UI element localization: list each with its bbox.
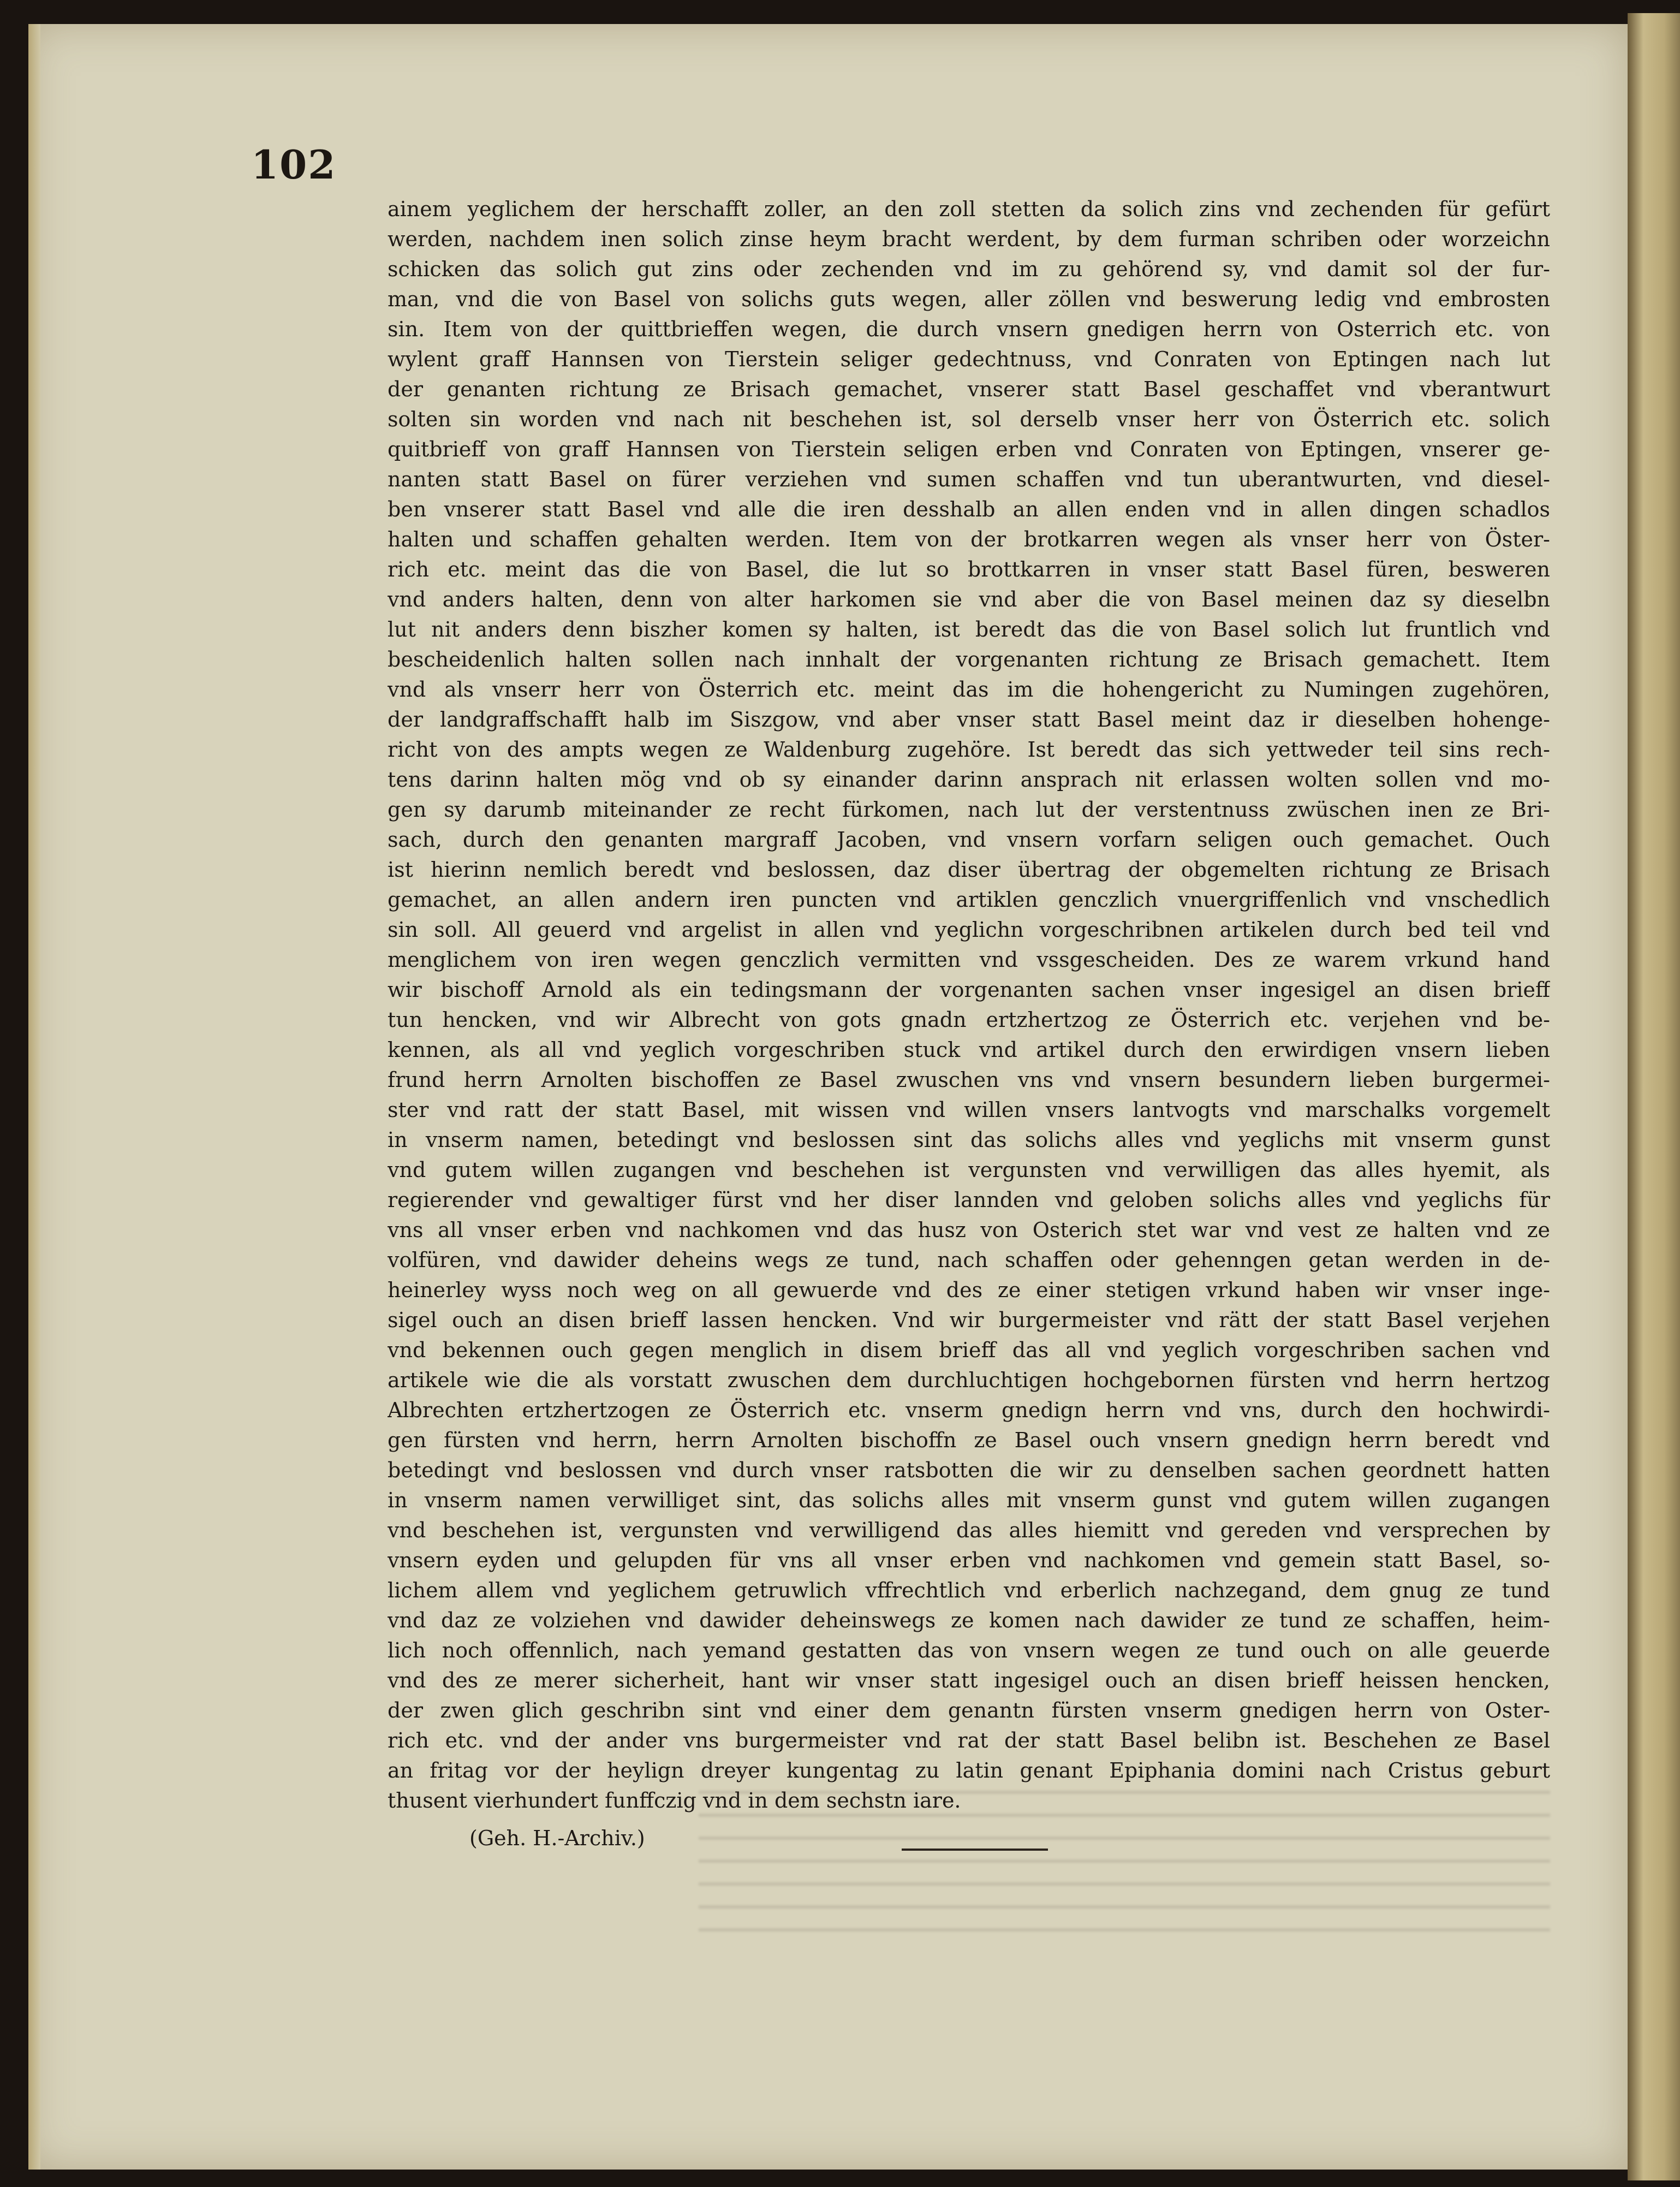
text-line: vnd als vnserr herr von Österrich etc. meint das im die hohengericht zu Numingen zugehören, — [388, 678, 1550, 702]
document-body-text — [388, 194, 1550, 1816]
text-line: der zwen glich geschribn sint vnd einer dem genantn fürsten vnserm gnedigen herrn von Oster- — [388, 1698, 1550, 1722]
text-line: sin. Item von der quittbrieffen wegen, die durch vnsern gnedigen herrn von Osterrich etc. von — [388, 317, 1550, 341]
text-line: vns all vnser erben vnd nachkomen vnd das husz von Osterich stet war vnd vest ze halten vnd ze — [388, 1218, 1550, 1242]
text-line: lut nit anders denn biszher komen sy halten, ist beredt das die von Basel solich lut fruntlich vnd — [388, 617, 1550, 641]
text-line: in vnserm namen verwilliget sint, das solichs alles mit vnserm gunst vnd gutem willen zugangen — [388, 1488, 1550, 1512]
text-line: tens darinn halten mög vnd ob sy einander darinn ansprach nit erlassen wolten sollen vnd mo- — [388, 768, 1550, 792]
text-line: rich etc. vnd der ander vns burgermeister vnd rat der statt Basel belibn ist. Beschehen ze Basel — [388, 1728, 1550, 1752]
text-line: wylent graff Hannsen von Tierstein seliger gedechtnuss, vnd Conraten von Eptingen nach lut — [388, 347, 1550, 371]
text-line: rich etc. meint das die von Basel, die lut so brottkarren in vnser statt Basel füren, besweren — [388, 557, 1550, 581]
text-line: ster vnd ratt der statt Basel, mit wissen vnd willen vnsers lantvogts vnd marschalks vorgemelt — [388, 1098, 1550, 1122]
text-line: man, vnd die von Basel von solichs guts wegen, aller zöllen vnd beswerung ledig vnd embrosten — [388, 287, 1550, 311]
text-line: sin soll. All geuerd vnd argelist in allen vnd yeglichn vorgeschribnen artikelen durch bed teil vnd — [388, 918, 1550, 942]
text-line: sach, durch den genanten margraff Jacoben, vnd vnsern vorfarn seligen ouch gemachet. Ouch — [388, 828, 1550, 852]
text-line: solten sin worden vnd nach nit beschehen ist, sol derselb vnser herr von Österrich etc. solich — [388, 407, 1550, 431]
text-line: regierender vnd gewaltiger fürst vnd her diser lannden vnd geloben solichs alles vnd yeglichs für — [388, 1188, 1550, 1212]
text-line: betedingt vnd beslossen vnd durch vnser ratsbotten die wir zu denselben sachen geordnett hatten — [388, 1458, 1550, 1482]
text-line: an fritag vor der heylign dreyer kungentag zu latin genant Epiphania domini nach Cristus geburt — [388, 1758, 1550, 1782]
text-line: ben vnserer statt Basel vnd alle die iren desshalb an allen enden vnd in allen dingen schadlos — [388, 497, 1550, 521]
text-line: volfüren, vnd dawider deheins wegs ze tund, nach schaffen oder gehenngen getan werden in de- — [388, 1248, 1550, 1272]
text-line: gen fürsten vnd herrn, herrn Arnolten bischoffn ze Basel ouch vnsern gnedign herrn beredt vnd — [388, 1428, 1550, 1452]
text-line: vnd gutem willen zugangen vnd beschehen ist vergunsten vnd verwilligen das alles hyemit, als — [388, 1158, 1550, 1182]
text-line: ainem yeglichem der herschafft zoller, an den zoll stetten da solich zins vnd zechenden für gefürt — [388, 197, 1550, 221]
text-line: Albrechten ertzhertzogen ze Österrich etc. vnserm gnedign herrn vnd vns, durch den hochwirdi- — [388, 1398, 1550, 1422]
text-line: ist hierinn nemlich beredt vnd beslossen, daz diser übertrag der obgemelten richtung ze Brisach — [388, 858, 1550, 882]
end-rule-divider — [902, 1849, 1048, 1851]
adjacent-page-edge — [1628, 13, 1680, 2180]
text-line: vnd des ze merer sicherheit, hant wir vnser statt ingesigel ouch an disen brieff heissen hencken, — [388, 1668, 1550, 1692]
text-line: vnsern eyden und gelupden für vns all vnser erben vnd nachkomen vnd gemein statt Basel, so- — [388, 1548, 1550, 1572]
text-line: schicken das solich gut zins oder zechenden vnd im zu gehörend sy, vnd damit sol der fur- — [388, 257, 1550, 281]
text-line: nanten statt Basel on fürer verziehen vnd sumen schaffen vnd tun uberantwurten, vnd diesel- — [388, 467, 1550, 491]
text-line: menglichem von iren wegen genczlich vermitten vnd vssgescheiden. Des ze warem vrkund hand — [388, 948, 1550, 972]
text-line: sigel ouch an disen brieff lassen hencken. Vnd wir burgermeister vnd rätt der statt Basel verjehen — [388, 1308, 1550, 1332]
text-line: kennen, als all vnd yeglich vorgeschriben stuck vnd artikel durch den erwirdigen vnsern lieben — [388, 1038, 1550, 1062]
text-line: in vnserm namen, betedingt vnd beslossen sint das solichs alles vnd yeglichs mit vnserm gunst — [388, 1128, 1550, 1152]
text-line: bescheidenlich halten sollen nach innhalt der vorgenanten richtung ze Brisach gemachett. Item — [388, 647, 1550, 671]
text-line: lichem allem vnd yeglichem getruwlich vffrechtlich vnd erberlich nachzegand, dem gnug ze tund — [388, 1578, 1550, 1602]
text-line: vnd anders halten, denn von alter harkomen sie vnd aber die von Basel meinen daz sy dieselbn — [388, 587, 1550, 611]
text-line: heinerley wyss noch weg on all gewuerde vnd des ze einer stetigen vrkund haben wir vnser inge- — [388, 1278, 1550, 1302]
text-line: lich noch offennlich, nach yemand gestatten das von vnsern wegen ze tund ouch on alle geuerde — [388, 1638, 1550, 1662]
text-line: wir bischoff Arnold als ein tedingsmann der vorgenanten sachen vnser ingesigel an disen brieff — [388, 978, 1550, 1002]
text-line: vnd bekennen ouch gegen menglich in disem brieff das all vnd yeglich vorgeschriben sachen vnd — [388, 1338, 1550, 1362]
text-line: der landgraffschafft halb im Siszgow, vnd aber vnser statt Basel meint daz ir dieselben hohenge- — [388, 708, 1550, 732]
text-line: thusent vierhundert funffczig vnd in dem sechstn iare. — [388, 1788, 961, 1812]
text-line: tun hencken, vnd wir Albrecht von gots gnadn ertzhertzog ze Österrich etc. verjehen vnd be- — [388, 1008, 1550, 1032]
text-line: gen sy darumb miteinander ze recht fürkomen, nach lut der verstentnuss zwüschen inen ze Bri- — [388, 798, 1550, 822]
text-line: richt von des ampts wegen ze Waldenburg zugehöre. Ist beredt das sich yettweder teil sins rech- — [388, 738, 1550, 762]
text-line: artikele wie die als vorstatt zwuschen dem durchluchtigen hochgebornen fürsten vnd herrn hertzog — [388, 1368, 1550, 1392]
page-number: 102 — [251, 141, 337, 188]
text-line: halten und schaffen gehalten werden. Item von der brotkarren wegen als vnser herr von Öster- — [388, 527, 1550, 551]
text-line: gemachet, an allen andern iren puncten vnd artiklen genczlich vnuergriffenlich vnd vnschedlich — [388, 888, 1550, 912]
source-citation: (Geh. H.-Archiv.) — [469, 1826, 645, 1850]
text-line: der genanten richtung ze Brisach gemachet, vnserer statt Basel geschaffet vnd vberantwurt — [388, 377, 1550, 401]
text-line: vnd beschehen ist, vergunsten vnd verwilligend das alles hiemitt vnd gereden vnd versprechen by — [388, 1518, 1550, 1542]
text-line: vnd daz ze volziehen vnd dawider deheinswegs ze komen nach dawider ze tund ze schaffen, heim- — [388, 1608, 1550, 1632]
text-line: quitbrieff von graff Hannsen von Tierstein seligen erben vnd Conraten von Eptingen, vnserer ge- — [388, 437, 1550, 461]
page-gutter-shade — [28, 24, 40, 2170]
text-line: frund herrn Arnolten bischoffen ze Basel zwuschen vns vnd vnsern besundern lieben burgermei- — [388, 1068, 1550, 1092]
text-line: werden, nachdem inen solich zinse heym bracht werdent, by dem furman schriben oder worzeichn — [388, 227, 1550, 251]
